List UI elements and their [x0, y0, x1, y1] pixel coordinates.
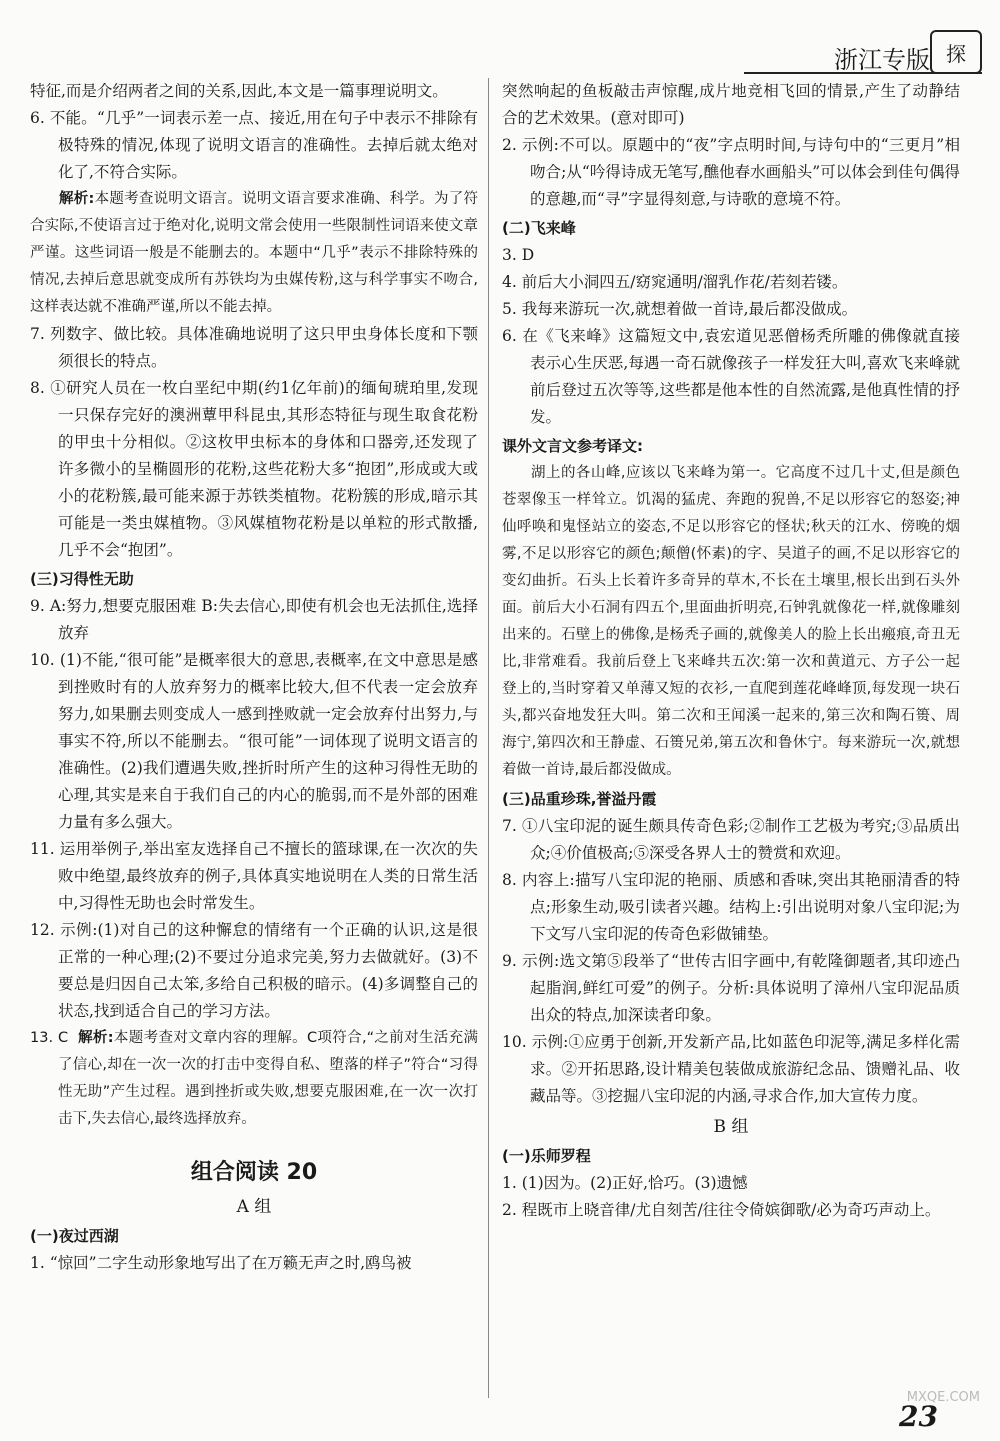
section-heading: (二)飞来峰 [502, 219, 576, 237]
translation-text: 湖上的各山峰,应该以飞来峰为第一。它高度不过几十丈,但是颜色苍翠像玉一样耸立。饥渴的猛虎、奔跑的猊兽,不足以形容它的怒姿;神仙呼唤和鬼怪站立的姿态,不足以形容它的怪状;秋天的江水、傍晚的烟雾,不足以形容它的颜色;颠僧(怀素)的字、吴道子的画,不足以形容它的变幻曲折。石头上长着许多奇异的草木,不长在土壤里,根长出到石头外面。前后大小石洞有四五个,里面曲折明亮,石钟乳就像花一样,就像雕刻出来的。石壁上的佛像,是杨秃子画的,就像美人的脸上长出瘢痕,奇丑无比,非常难看。我前后登上飞来峰共五次:第一次和黄道元、方子公一起登上的,当时穿着又单薄又短的衣衫,一直爬到莲花峰峰顶,每发现一块石头,都兴奋地发狂大叫。第二次和王闻溪一起来的,第三次和陶石篑、周海宁,第四次和王静虚、石篑兄弟,第五次和鲁休宁。每来游玩一次,就想着做一首诗,最后都没做成。 [502, 465, 960, 778]
paragraph: 突然响起的鱼板敲击声惊醒,成片地竞相飞回的情景,产生了动静结合的艺术效果。(意对即可) [502, 82, 960, 127]
section-heading: (三)品重珍珠,誉溢丹霞 [502, 790, 657, 808]
answer-12: 12. 示例:(1)对自己的这种懈怠的情绪有一个正确的认识,这是很正常的一种心理;(2)不要过分追求完美,努力去做就好。(3)不要总是归因自己太笨,多给自己积极的暗示。(4)多调整自己的状态,找到适合自己的学习方法。 [30, 921, 478, 1020]
answer-b2: 2. 程既市上晓音律/尤自刻苦/往往令倚嫔御歌/必为奇巧声动上。 [502, 1201, 941, 1219]
watermark: MXQE.COM [906, 1390, 980, 1405]
answer-8: 8. ①研究人员在一枚白垩纪中期(约1亿年前)的缅甸琥珀里,发现一只保存完好的澳洲蕈甲科昆虫,其形态特征与现生取食花粉的甲虫十分相似。②这枚甲虫标本的身体和口器旁,还发现了许多微小的呈椭圆形的花粉,这些花粉大多“抱团”,形成或大或小的花粉簇,最可能来源于苏铁类植物。花粉簇的形成,暗示其可能是一类虫媒植物。③风媒植物花粉是以单粒的形式散播,几乎不会“抱团”。 [30, 379, 478, 559]
analysis-text: 本题考查说明文语言。说明文语言要求准确、科学。为了符合实际,不使语言过于绝对化,说明文常会使用一些限制性词语来使文章严谨。这些词语一般是不能删去的。本题中“几乎”表示不排除特殊的情况,去掉后意思就变成所有苏铁均为虫媒传粉,这与科学事实不吻合,这样表达就不准确严谨,所以不能去掉。 [30, 191, 478, 315]
answer-4: 4. 前后大小洞四五/窈窕通明/溜乳作花/若刻若镂。 [502, 273, 848, 291]
paragraph: 特征,而是介绍两者之间的关系,因此,本文是一篇事理说明文。 [30, 82, 448, 100]
answer-1: 1. “惊回”二字生动形象地写出了在万籁无声之时,鸥鸟被 [30, 1254, 412, 1272]
answer-8: 8. 内容上:描写八宝印泥的艳丽、质感和香味,突出其艳丽清香的特点;形象生动,吸引读者兴趣。结构上:引出说明对象八宝印泥;为下文写八宝印泥的传奇色彩做铺垫。 [502, 871, 960, 943]
group-a-title: A 组 [236, 1197, 272, 1217]
answer-b1: 1. (1)因为。(2)正好,恰巧。(3)遗憾 [502, 1174, 748, 1192]
left-column [30, 78, 478, 1277]
group-b-title: B 组 [713, 1117, 749, 1137]
answer-6: 6. 不能。“几乎”一词表示差一点、接近,用在句子中表示不排除有极特殊的情况,体现了说明文语言的准确性。去掉后就太绝对化了,不符合实际。 [30, 109, 478, 181]
answer-10: 10. (1)不能,“很可能”是概率很大的意思,表概率,在文中意思是感到挫败时有的人放弃努力的概率比较大,但不代表一定会放弃努力,如果删去则变成人一感到挫败就一定会放弃付出努力,与事实不符,所以不能删去。“很可能”一词体现了说明文语言的准确性。(2)我们遭遇失败,挫折时所产生的这种习得性无助的心理,其实是来自于我们自己的内心的脆弱,而不是外部的困难力量有多么强大。 [30, 651, 478, 831]
answer-10: 10. 示例:①应勇于创新,开发新产品,比如蓝色印泥等,满足多样化需求。②开拓思路,设计精美包装做成旅游纪念品、馈赠礼品、收藏品等。③挖掘八宝印泥的内涵,寻求合作,加大宣传力度。 [502, 1033, 960, 1105]
translation-title: 课外文言文参考译文: [502, 437, 643, 455]
right-column [502, 78, 960, 1224]
answer-2: 2. 示例:不可以。原题中的“夜”字点明时间,与诗句中的“三更月”相吻合;从“吟得诗成无笔写,醮他春水画船头”可以体会到佳句偶得的意趣,而“寻”字显得刻意,与诗歌的意境不符。 [502, 136, 960, 208]
analysis-text: 本题考查对文章内容的理解。C项符合,“之前对生活充满了信心,却在一次一次的打击中变得自私、堕落的样子”符合“习得性无助”产生过程。遇到挫折或失败,想要克服困难,在一次一次打击下,失去信心,最终选择放弃。 [58, 1030, 479, 1127]
answer-9: 9. A:努力,想要克服困难 B:失去信心,即使有机会也无法抓住,选择放弃 [30, 597, 478, 642]
answer-13 [30, 1025, 478, 1133]
answer-5: 5. 我每来游玩一次,就想着做一首诗,最后都没做成。 [502, 300, 858, 318]
page-number: 23 [899, 1400, 938, 1433]
edition-title: 浙江专版 [834, 46, 930, 74]
answer-13-head: 13. C [30, 1030, 69, 1046]
section-heading: (一)乐师罗程 [502, 1147, 591, 1165]
header-rule [744, 72, 982, 74]
section-heading: (一)夜过西湖 [30, 1227, 119, 1245]
combined-reading-title: 组合阅读 20 [190, 1160, 318, 1185]
answer-6: 6. 在《飞来峰》这篇短文中,袁宏道见恶僧杨秃所雕的佛像就直接表示心生厌恶,每遇一奇石就像孩子一样发狂大叫,喜欢飞来峰就前后登过五次等等,这些都是他本性的自然流露,是他真性情的抒发。 [502, 327, 960, 426]
answer-11: 11. 运用举例子,举出室友选择自己不擅长的篮球课,在一次次的失败中绝望,最终放弃的例子,具体真实地说明在人类的日常生活中,习得性无助也会时常发生。 [30, 840, 478, 912]
answer-3: 3. D [502, 246, 535, 264]
page-header [0, 0, 1000, 78]
answer-7: 7. ①八宝印泥的诞生颇具传奇色彩;②制作工艺极为考究;③品质出众;④价值极高;⑤深受各界人士的赞赏和欢迎。 [502, 817, 960, 862]
answer-9: 9. 示例:选文第⑤段举了“世传古旧字画中,有乾隆御题者,其印迹凸起脂润,鲜红可爱”的例子。分析:具体说明了漳州八宝印泥品质出众的特点,加深读者印象。 [502, 952, 960, 1024]
answer-7: 7. 列数字、做比较。具体准确地说明了这只甲虫身体长度和下颚须很长的特点。 [30, 325, 478, 370]
brand-logo: 探 [930, 30, 982, 74]
analysis-6 [30, 186, 478, 321]
analysis-label: 解析: [78, 1030, 114, 1046]
column-divider [488, 78, 489, 1398]
analysis-label: 解析: [59, 191, 95, 207]
section-heading: (三)习得性无助 [30, 570, 134, 588]
